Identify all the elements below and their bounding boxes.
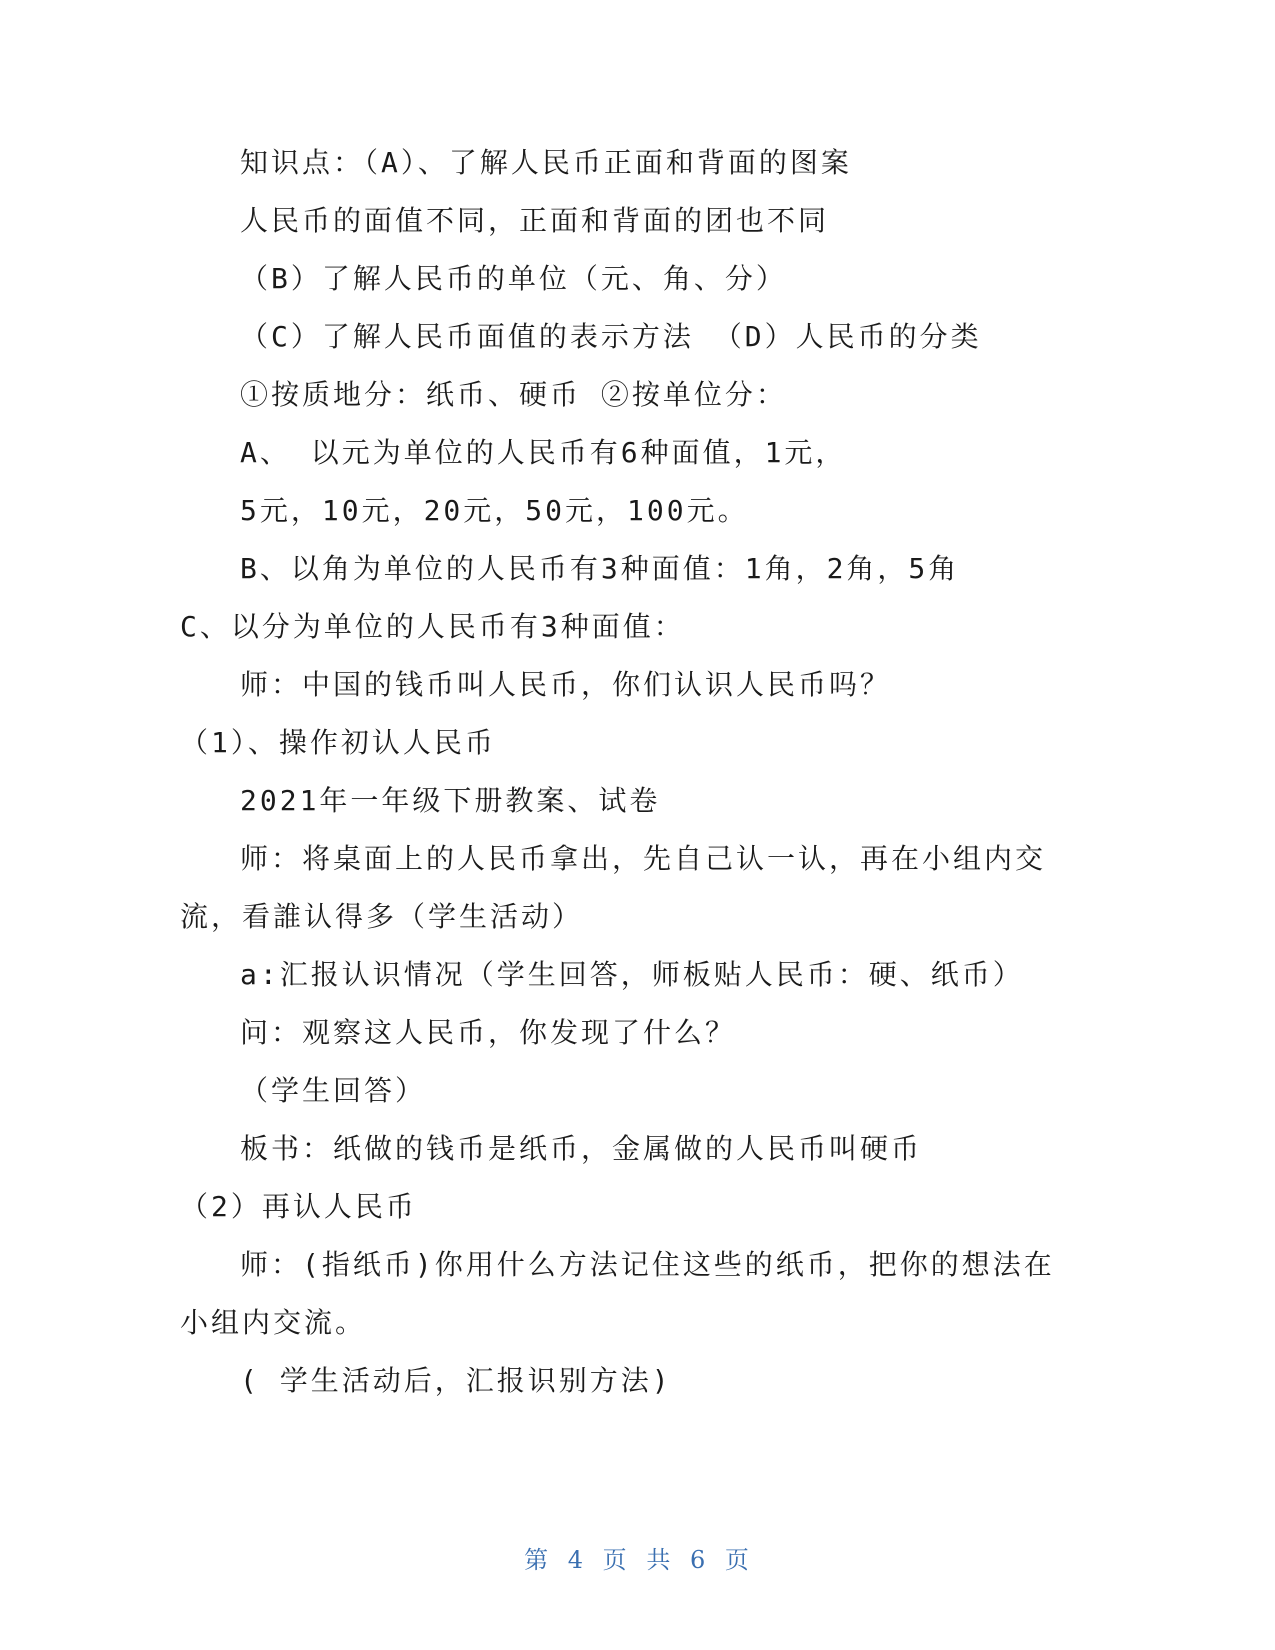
footer-total-pages: 6 xyxy=(689,1546,708,1574)
text-line-step-2: （2）再认人民币 xyxy=(180,1190,417,1223)
text-line-face-value: 人民币的面值不同，正面和背面的团也不同 xyxy=(240,204,830,237)
text-line-jiao-unit: B、以角为单位的人民币有3种面值：1角，2角，5角 xyxy=(240,552,960,585)
text-line-step-1: （1）、操作初认人民币 xyxy=(180,726,496,759)
page-number-footer xyxy=(0,1540,1275,1575)
footer-page-label: 页 xyxy=(602,1546,629,1574)
text-line-teacher-question: 师：中国的钱币叫人民币，你们认识人民币吗？ xyxy=(240,668,892,701)
text-line-representation: （C）了解人民币面值的表示方法 （D）人民币的分类 xyxy=(240,320,982,353)
footer-current-page: 4 xyxy=(567,1546,586,1574)
text-line-observe: 问：观察这人民币，你发现了什么？ xyxy=(240,1016,737,1049)
text-line-teacher-method: 师：(指纸币)你用什么方法记住这些的纸币，把你的想法在 xyxy=(240,1248,1055,1281)
text-line-student-answer: （学生回答） xyxy=(240,1074,427,1107)
text-line-classification: ①按质地分：纸币、硬币 ②按单位分： xyxy=(240,378,787,411)
text-line-yuan-unit: A、 以元为单位的人民币有6种面值，1元， xyxy=(240,436,847,469)
footer-prefix: 第 xyxy=(524,1546,551,1574)
text-line-student-activity: 流，看誰认得多（学生活动） xyxy=(180,900,584,933)
text-line-yuan-values: 5元，10元，20元，50元，100元。 xyxy=(240,494,749,527)
text-line-report: a:汇报认识情况（学生回答，师板贴人民币：硬、纸币） xyxy=(240,958,1024,991)
footer-suffix: 页 xyxy=(724,1546,751,1574)
text-line-teacher-instruction: 师：将桌面上的人民币拿出，先自己认一认，再在小组内交 xyxy=(240,842,1047,875)
text-line-fen-unit: C、以分为单位的人民币有3种面值： xyxy=(180,610,685,643)
footer-total-label: 共 xyxy=(646,1546,673,1574)
text-line-group-exchange: 小组内交流。 xyxy=(180,1306,367,1339)
text-line-header-note: 2021年一年级下册教案、试卷 xyxy=(240,784,661,817)
text-line-unit: （B）了解人民币的单位（元、角、分） xyxy=(240,262,787,295)
text-line-knowledge-point: 知识点：（A）、了解人民币正面和背面的图案 xyxy=(240,146,852,179)
text-line-blackboard: 板书：纸做的钱币是纸币，金属做的人民币叫硬币 xyxy=(240,1132,923,1165)
text-line-report-method: ( 学生活动后，汇报识别方法) xyxy=(240,1364,672,1397)
